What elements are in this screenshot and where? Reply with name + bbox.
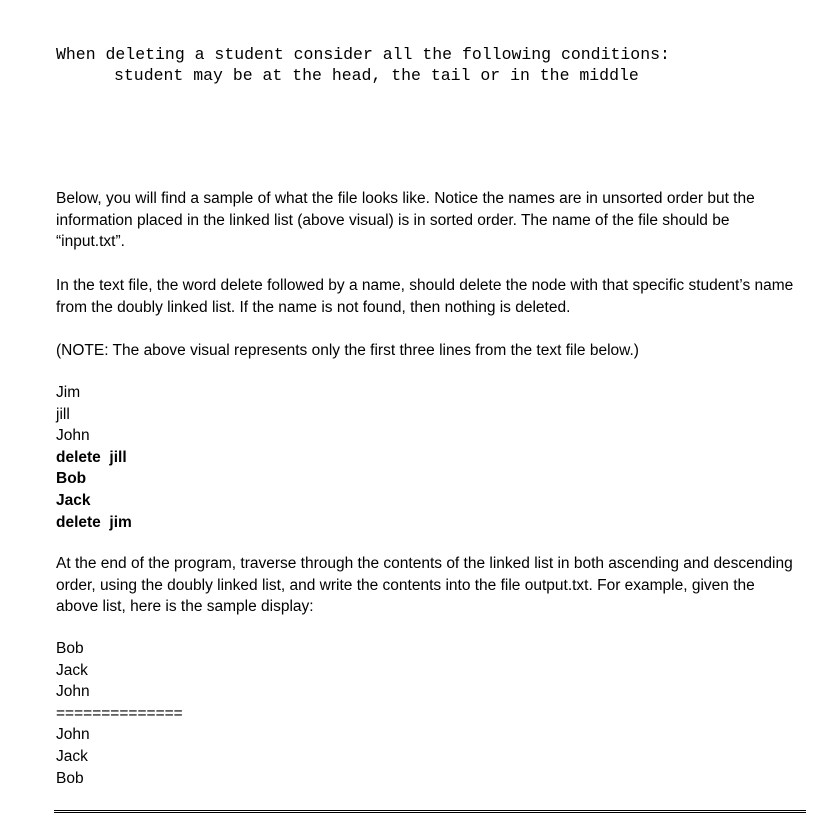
output-file-sample bbox=[56, 638, 183, 789]
output-separator: ============== bbox=[56, 704, 183, 722]
paragraph-output-instructions bbox=[56, 553, 801, 618]
input-line: John bbox=[56, 427, 90, 445]
input-line-delete: delete jim bbox=[56, 513, 132, 531]
bottom-double-rule bbox=[54, 810, 806, 813]
input-line: Jack bbox=[56, 491, 91, 509]
input-line: Jim bbox=[56, 384, 81, 401]
output-line: Bob bbox=[56, 640, 84, 657]
paragraph-delete-rule bbox=[56, 275, 801, 318]
input-line: Bob bbox=[56, 470, 87, 488]
output-line: Jack bbox=[56, 661, 88, 679]
paragraph-text: At the end of the program, traverse through the contents of the linked list in both ascending and descending order, using the doubly linked list, and write the contents into the file output.txt. For example, given the above list, here is the sample display: bbox=[56, 555, 793, 616]
paragraph-note bbox=[56, 340, 801, 362]
paragraph-sample-file bbox=[56, 188, 801, 253]
output-line: Jack bbox=[56, 747, 88, 765]
output-line: Bob bbox=[56, 769, 84, 787]
code-note-line-2: student may be at the head, the tail or in the middle bbox=[114, 66, 639, 85]
input-file-sample bbox=[56, 382, 132, 533]
paragraph-text: (NOTE: The above visual represents only the first three lines from the text file below.) bbox=[56, 342, 639, 359]
input-line-delete: delete jill bbox=[56, 448, 127, 466]
output-line: John bbox=[56, 726, 90, 744]
paragraph-text: Below, you will find a sample of what the file looks like. Notice the names are in unsorted order but the information placed in the linked list (above visual) is in sorted order. The name of the file should be “input.txt”. bbox=[56, 190, 755, 251]
paragraph-text: In the text file, the word delete followed by a name, should delete the node with that specific student’s name from the doubly linked list. If the name is not found, then nothing is deleted. bbox=[56, 277, 794, 316]
output-line: John bbox=[56, 683, 90, 701]
code-note-line-1: When deleting a student consider all the following conditions: bbox=[56, 45, 670, 64]
input-line: jill bbox=[56, 405, 70, 423]
